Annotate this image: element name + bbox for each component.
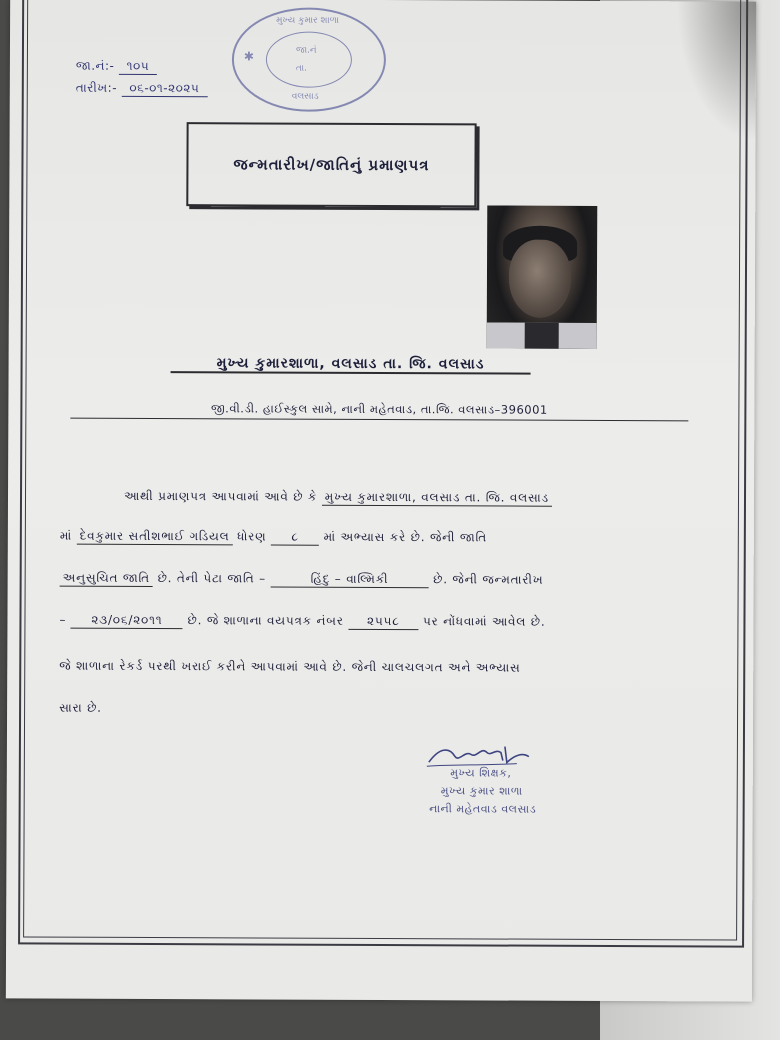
certificate-title: જન્મતારીખ/જાતિનું પ્રમાણપત્ર: [186, 122, 476, 207]
body-line-2: [60, 529, 487, 547]
signatory-designation: મુખ્ય શિક્ષક,: [450, 766, 512, 780]
body-text: છે. તેની પેટા જાતિ –: [157, 571, 266, 586]
reference-date: [76, 81, 208, 98]
stamp-text-date: તા.: [295, 63, 307, 74]
student-standard: ૮: [271, 530, 319, 546]
student-birth-date: ૨૩/૦૬/૨૦૧૧: [71, 613, 183, 629]
student-photo: [487, 205, 598, 348]
school-name-inline: મુખ્ય કુમારશાળા, વલસાડ તા. જિ. વલસાડ: [322, 490, 552, 507]
reference-number: [76, 59, 157, 75]
stamp-text-top: મુખ્ય કુમાર શાળા: [276, 15, 339, 26]
corner-shadow: [676, 1, 757, 141]
school-address: જી.વી.ડી. હાઈસ્કુલ સામે, નાની મહેતવાડ, તા.જિ. વલસાડ–396001: [70, 401, 688, 422]
stamp-text-bottom: વલસાડ: [291, 91, 319, 102]
stamp-text-number: જા.નં: [295, 45, 317, 56]
body-text: ધોરણ: [237, 529, 267, 544]
student-caste: અનુસુચિત જાતિ: [60, 571, 153, 587]
body-line-6: સારા છે.: [59, 700, 102, 715]
reference-number-value: ૧૦૫: [119, 59, 158, 75]
certificate-page: [6, 0, 756, 1002]
body-text: –: [59, 612, 67, 627]
signatory-location: નાની મહેતવાડ વલસાડ: [429, 802, 537, 816]
body-text: છે. જેની જન્મતારીખ: [433, 572, 544, 587]
body-text: પર નોંધવામાં આવેલ છે.: [422, 614, 546, 629]
register-number: ૨૫૫૮: [348, 614, 418, 630]
body-line-3: [60, 571, 544, 589]
reference-number-label: જા.નં:-: [75, 58, 115, 73]
school-name: મુખ્ય કુમારશાળા, વલસાડ તા. જિ. વલસાડ: [171, 355, 531, 375]
body-text: માં અભ્યાસ કરે છે. જેની જાતિ: [323, 529, 488, 545]
student-name: દેવકુમાર સતીશભાઈ ગડિયલ: [77, 529, 233, 546]
body-text: છે. જે શાળાના વયપત્રક નંબર: [187, 613, 344, 628]
body-text: માં: [59, 528, 73, 543]
reference-date-label: તારીખ:-: [75, 80, 118, 95]
school-seal-stamp: [232, 7, 386, 112]
body-text: આથી પ્રમાણપત્ર આપવામાં આવે છે કે: [123, 488, 318, 504]
body-line-1: [124, 489, 552, 507]
signatory-school: મુખ્ય કુમાર શાળા: [440, 784, 523, 798]
reference-date-value: ૦૬-૦૧-૨૦૨૫: [121, 81, 207, 97]
stamp-star-icon: ✱: [243, 49, 255, 64]
student-subcaste: હિંદુ – વાલ્મિકી: [270, 572, 428, 589]
body-line-4: [59, 613, 545, 631]
body-line-5: જે શાળાના રેકર્ડ પરથી ખરાઈ કરીને આપવામાં આવે છે. જેની ચાલચલગત અને અભ્યાસ: [59, 658, 521, 675]
